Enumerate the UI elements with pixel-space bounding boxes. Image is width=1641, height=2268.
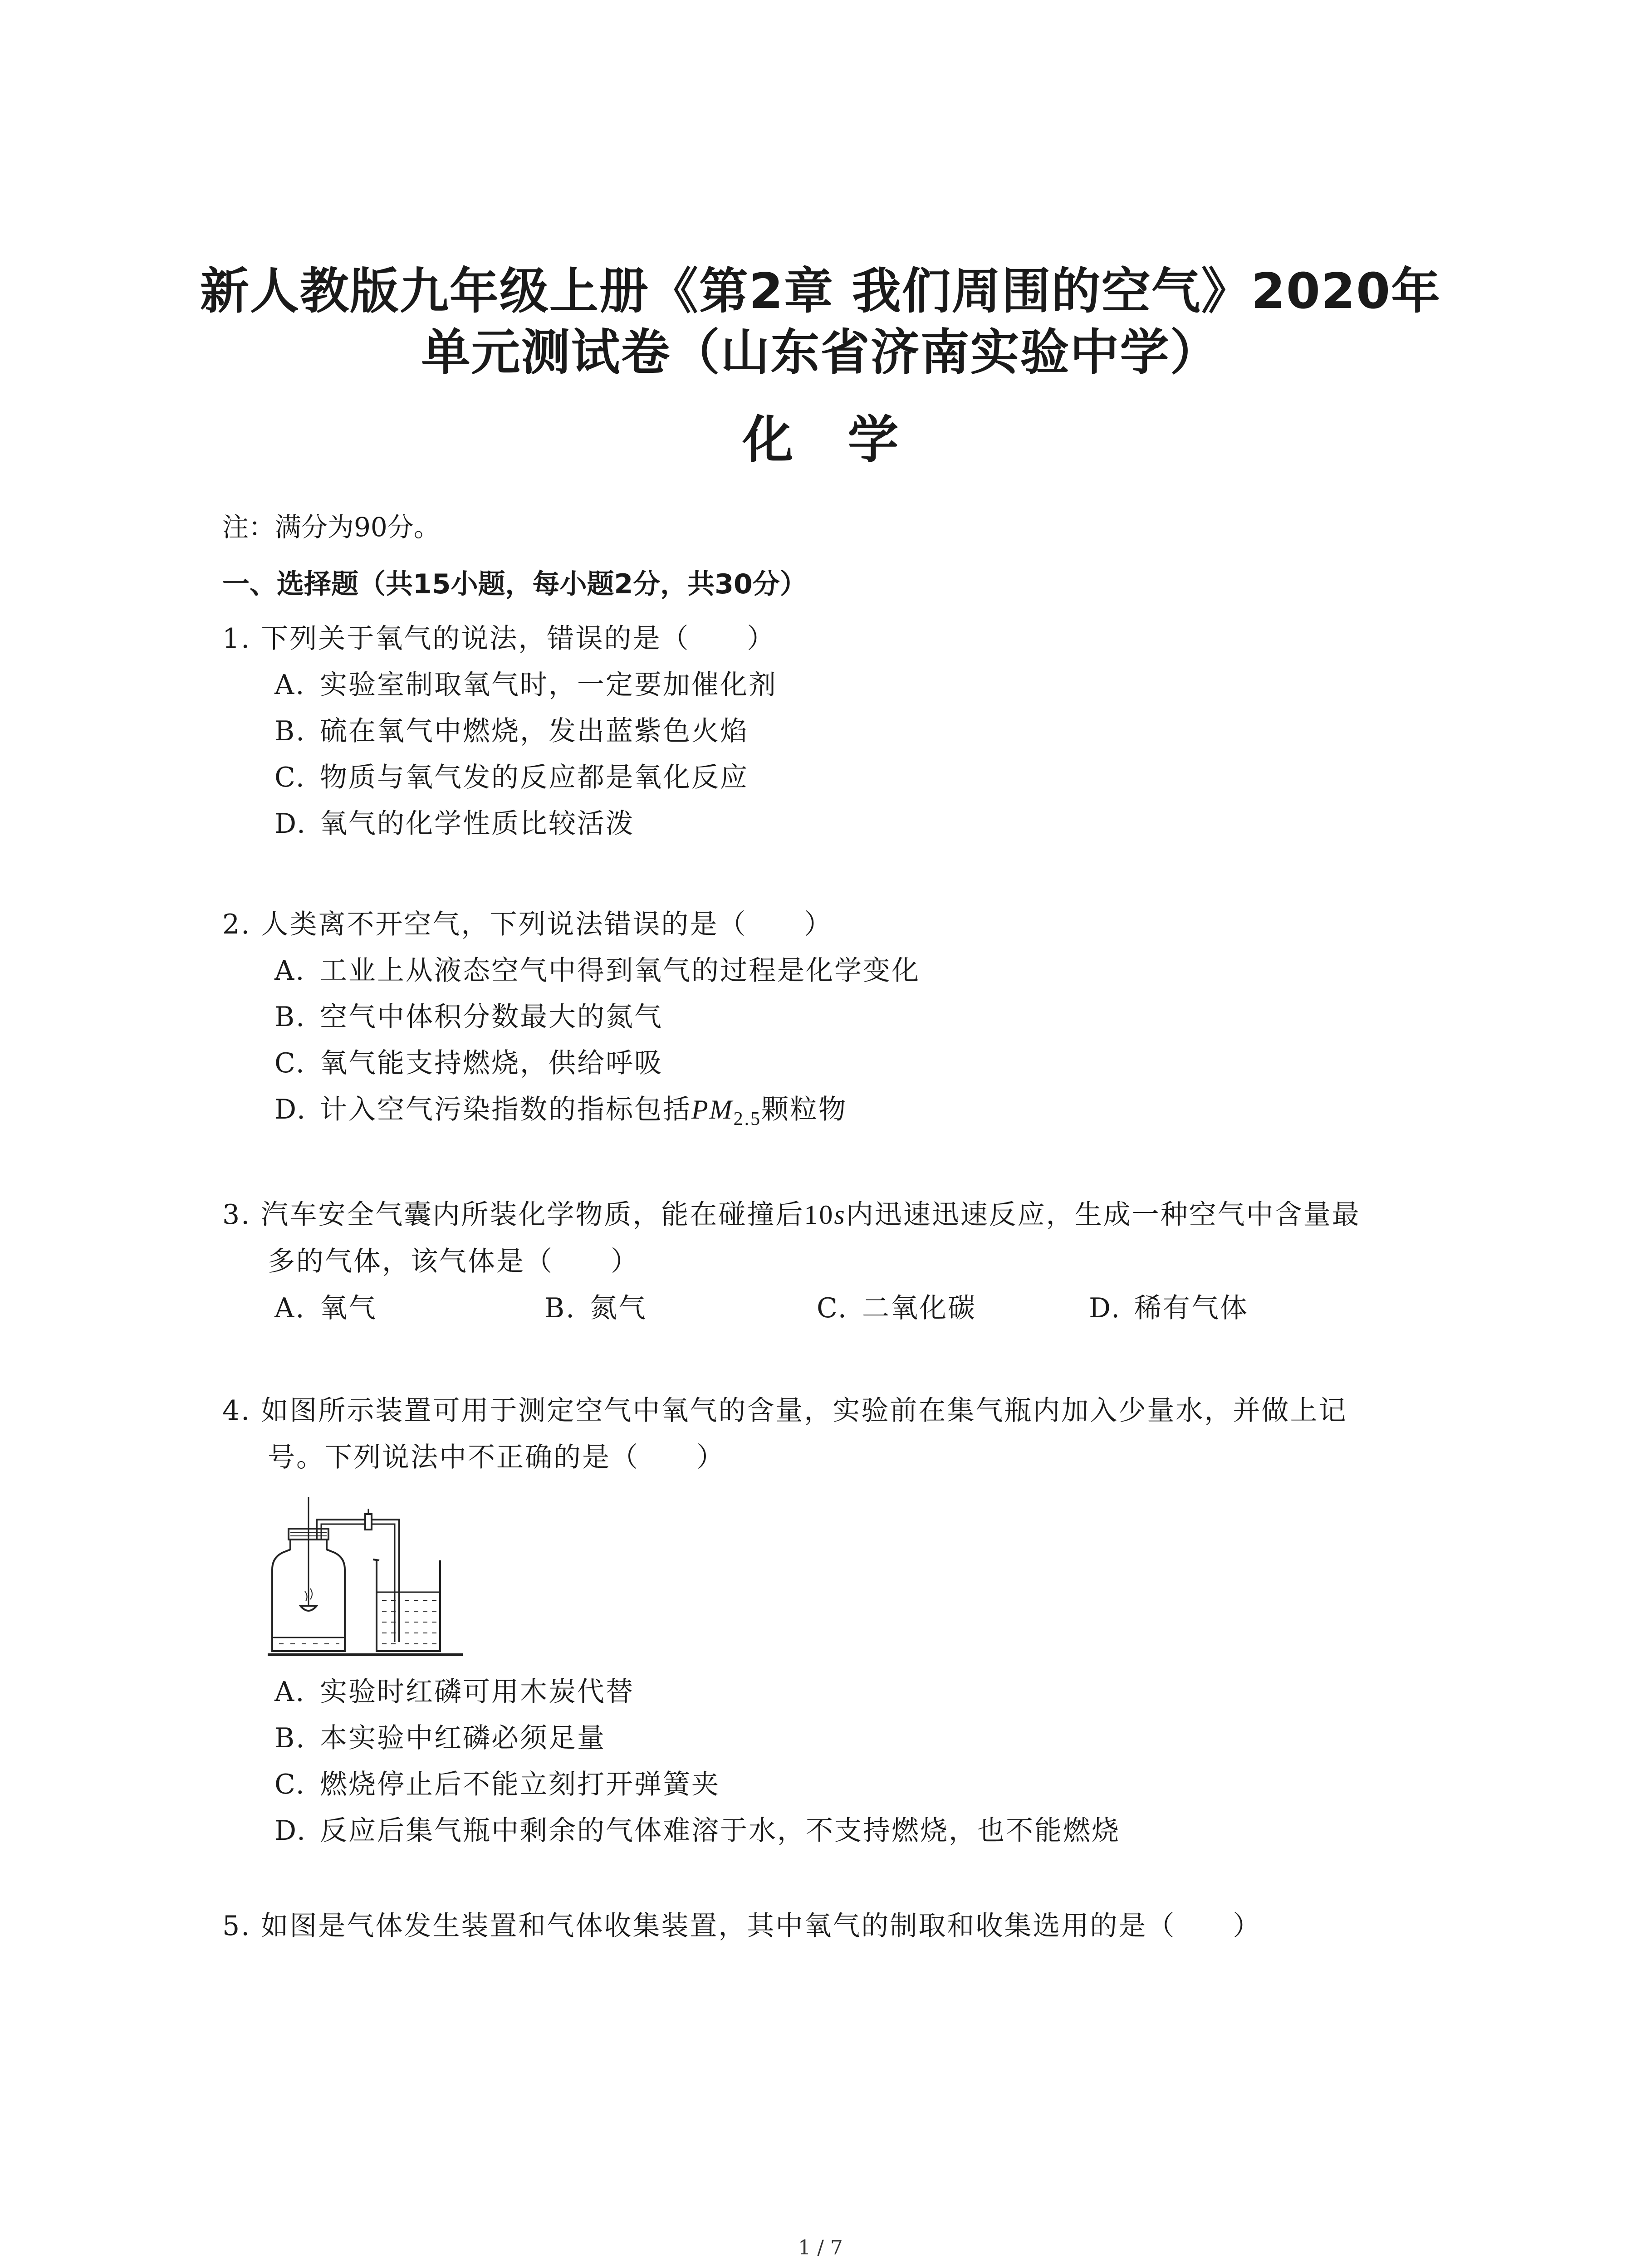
option-d: D. 计入空气污染指数的指标包括$PM_{2.5}$颗粒物 (274, 1094, 847, 1129)
question-stem: 2. 人类离不开空气，下列说法错误的是（ ） (222, 909, 833, 940)
option-d: D. 稀有气体 (1089, 1292, 1249, 1324)
question-stem: 1. 下列关于氧气的说法，错误的是（ ） (222, 623, 776, 655)
option-d: D. 反应后集气瓶中剩余的气体难溶于水，不支持燃烧，也不能燃烧 (274, 1815, 1120, 1847)
question-stem-line-2: 多的气体，该气体是（ ） (268, 1246, 639, 1277)
question-stem: 3. 汽车安全气囊内所装化学物质，能在碰撞后10s内迅速迅速反应，生成一种空气中含量最 (222, 1199, 1361, 1231)
option-b: B. 氮气 (544, 1292, 647, 1324)
question-stem-line-2: 号。下列说法中不正确的是（ ） (268, 1442, 725, 1473)
page-number: 1 / 7 (798, 2236, 843, 2259)
pm-symbol: PM (691, 1095, 734, 1124)
option-c: C. 燃烧停止后不能立刻打开弹簧夹 (274, 1769, 720, 1800)
option-b: B. 本实验中红磷必须足量 (274, 1722, 606, 1754)
option-a: A. 氧气 (274, 1292, 377, 1324)
score-note: 注：满分为90分。 (222, 512, 440, 543)
option-d: D. 氧气的化学性质比较活泼 (274, 808, 634, 840)
title-line-2: 单元测试卷（山东省济南实验中学） (421, 324, 1220, 381)
option-b: B. 硫在氧气中燃烧，发出蓝紫色火焰 (274, 715, 749, 747)
option-a: A. 实验时红磷可用木炭代替 (274, 1676, 634, 1708)
option-c: C. 氧气能支持燃烧，供给呼吸 (274, 1047, 663, 1079)
pm-subscript: 2.5 (733, 1109, 762, 1129)
oxygen-measurement-apparatus-icon (263, 1492, 467, 1660)
option-a: A. 实验室制取氧气时，一定要加催化剂 (274, 669, 777, 701)
question-stem: 4. 如图所示装置可用于测定空气中氧气的含量，实验前在集气瓶内加入少量水，并做上记 (222, 1395, 1347, 1427)
section-heading-multiple-choice: 一、选择题（共15小题，每小题2分，共30分） (222, 568, 807, 600)
option-b: B. 空气中体积分数最大的氮气 (274, 1001, 663, 1033)
subject-heading: 化学 (742, 411, 953, 469)
option-c: C. 二氧化碳 (817, 1292, 976, 1324)
option-c: C. 物质与氧气发的反应都是氧化反应 (274, 762, 749, 793)
option-a: A. 工业上从液态空气中得到氧气的过程是化学变化 (274, 955, 920, 987)
question-stem: 5. 如图是气体发生装置和气体收集装置，其中氧气的制取和收集选用的是（ ） (222, 1910, 1262, 1942)
title-line-1: 新人教版九年级上册《第2章 我们周围的空气》2020年 (200, 263, 1441, 320)
